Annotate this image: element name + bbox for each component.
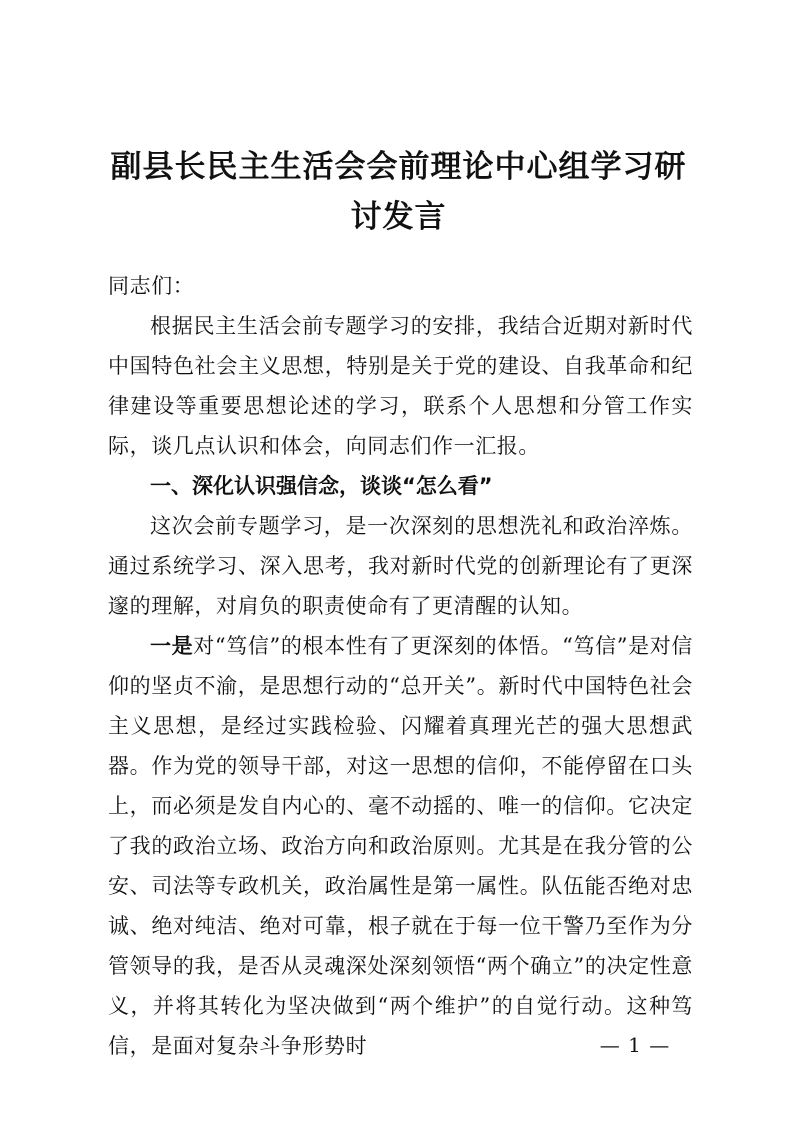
point-text: 对“笃信”的根本性有了更深刻的体悟。“笃信”是对信仰的坚贞不渝，是思想行动的“总开关”。新时代中国特色社会主义思想，是经过实践检验、闪耀着真理光芒的强大思想武器。作为党的领导干部，对这一思想的信仰，不能停留在口头上，而必须是发自内心的、毫不动摇的、唯一的信仰。它决定了我的政治立场、政治方向和政治原则。尤其是在我分管的公安、司法等专政机关，政治属性是第一属性。队伍能否绝对忠诚、绝对纯洁、绝对可靠，根子就在于每一位干警乃至作为分管领导的我，是否从灵魂深处深刻领悟“两个确立”的决定性意义，并将其转化为坚决做到“两个维护”的自觉行动。这种笃信，是面对复杂斗争形势时: [108, 634, 693, 1058]
intro-paragraph: 根据民主生活会前专题学习的安排，我结合近期对新时代中国特色社会主义思想，特别是关于党的建设、自我革命和纪律建设等重要思想论述的学习，联系个人思想和分管工作实际，谈几点认识和体会，向同志们作一汇报。: [108, 314, 693, 458]
point-lead: 一是: [150, 633, 194, 658]
section-paragraph: 这次会前专题学习，是一次深刻的思想洗礼和政治淬炼。通过系统学习、深入思考，我对新时代党的创新理论有了更深邃的理解，对肩负的职责使命有了更清醒的认知。: [108, 514, 693, 618]
salutation: 同志们：: [108, 274, 195, 298]
document-body: [108, 266, 693, 1066]
page-number: — 1 —: [599, 1033, 671, 1057]
section-heading: 一、深化认识强信念，谈谈“怎么看”: [150, 474, 493, 498]
document-title: 副县长民主生活会会前理论中心组学习研讨发言: [110, 149, 687, 235]
point-paragraph: [108, 626, 693, 1066]
